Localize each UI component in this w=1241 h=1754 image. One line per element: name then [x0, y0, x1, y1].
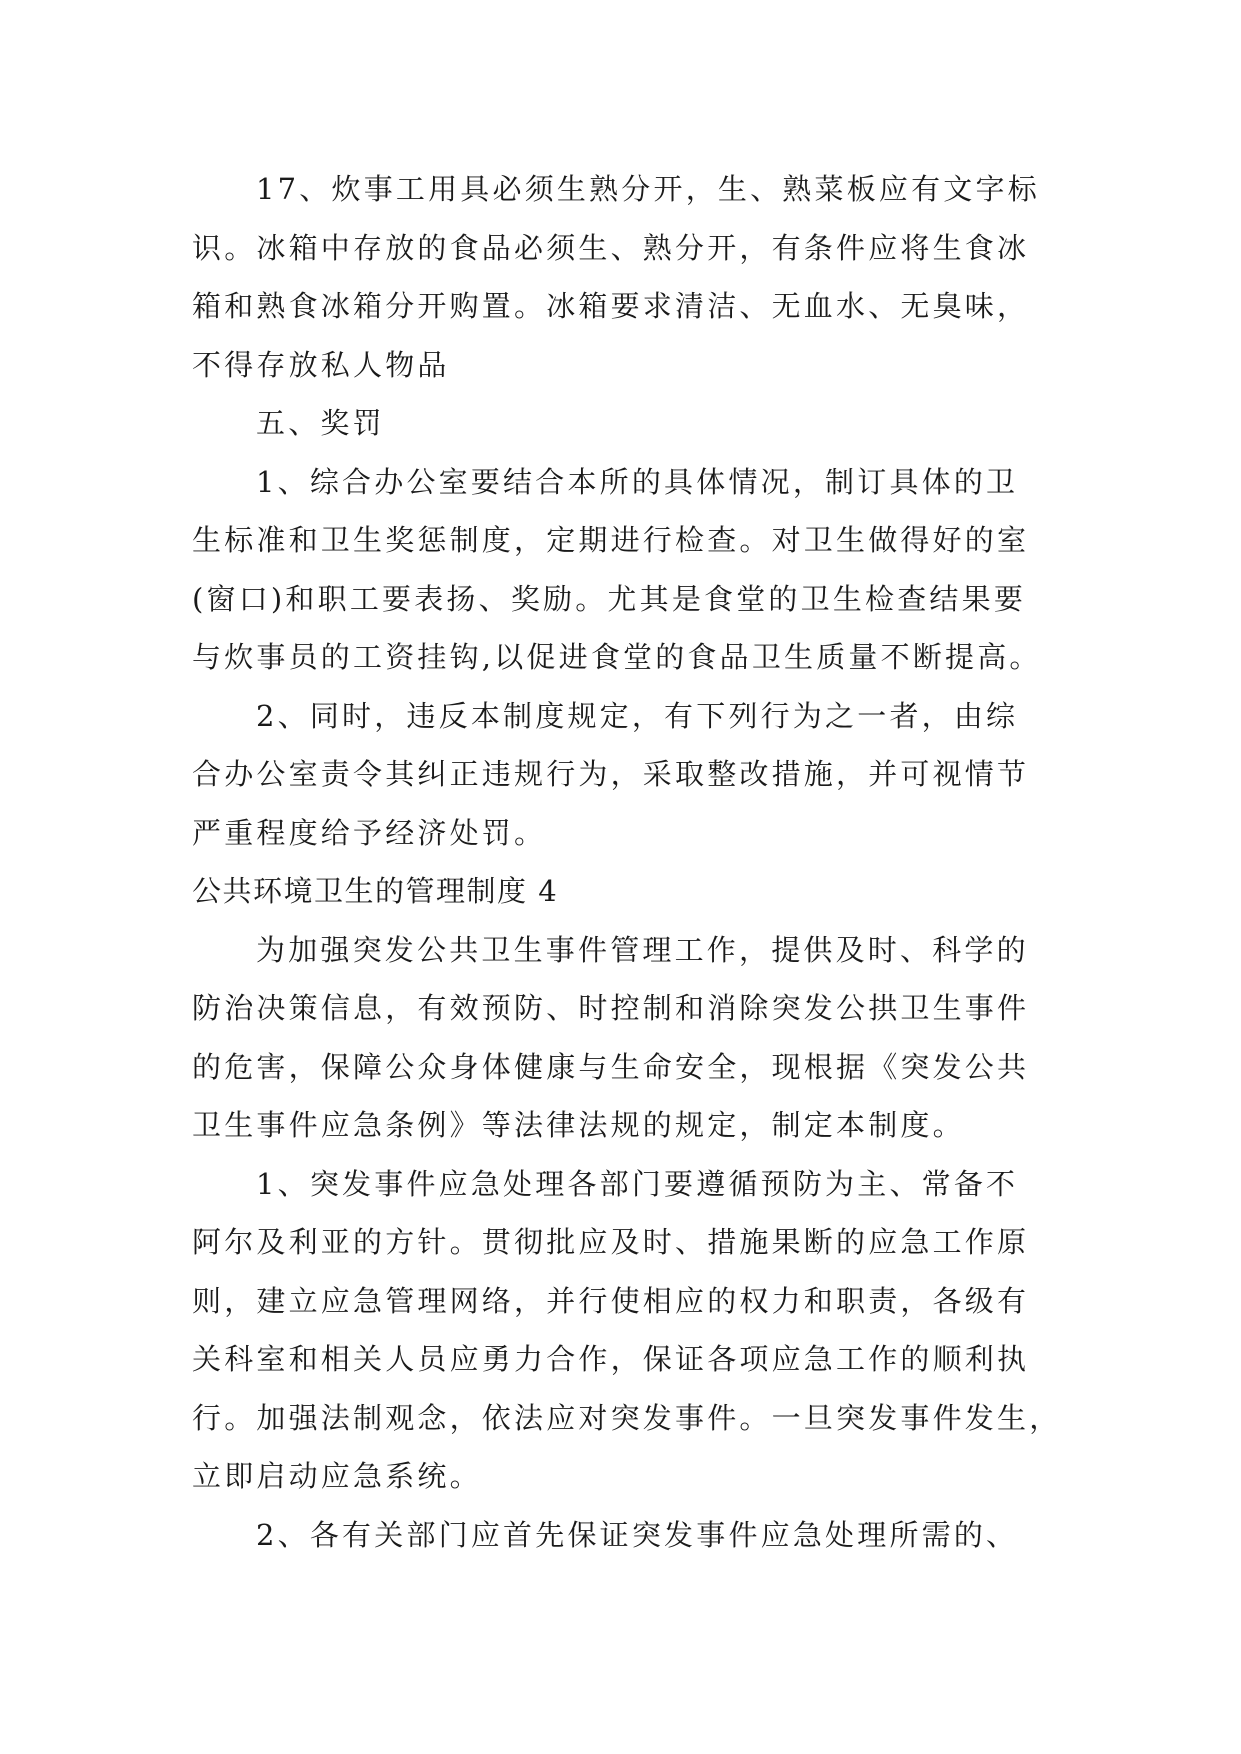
paragraph-4-1-line-5: 行。加强法制观念，依法应对突发事件。一旦突发事件发生， [192, 1400, 1062, 1435]
paragraph-5-1-line-1: 1、综合办公室要结合本所的具体情况，制订具体的卫 [256, 464, 1019, 499]
paragraph-17-line-3: 箱和熟食冰箱分开购置。冰箱要求清洁、无血水、无臭味， [192, 289, 1030, 323]
paragraph-5-2-line-2: 合办公室责令其纠正违规行为，采取整改措施，并可视情节 [192, 757, 1030, 791]
paragraph-4-1-line-2: 阿尔及利亚的方针。贯彻批应及时、措施果断的应急工作原 [192, 1225, 1030, 1259]
paragraph-4-1-line-3: 则，建立应急管理网络，并行使相应的权力和职责，各级有 [192, 1283, 1030, 1318]
paragraph-4-intro-line-4: 卫生事件应急条例》等法律法规的规定，制定本制度。 [192, 1108, 965, 1142]
paragraph-4-1-line-4: 关科室和相关人员应勇力合作，保证各项应急工作的顺利执 [192, 1342, 1030, 1376]
paragraph-5-1-line-2: 生标准和卫生奖惩制度，定期进行检查。对卫生做得好的室 [192, 523, 1030, 557]
paragraph-4-2-line-1: 2、各有关部门应首先保证突发事件应急处理所需的、 [256, 1517, 1019, 1552]
paragraph-4-1-line-6: 立即启动应急系统。 [192, 1459, 482, 1493]
paragraph-4-intro-line-3: 的危害，保障公众身体健康与生命安全，现根据《突发公共 [192, 1049, 1030, 1084]
section-title-4: 公共环境卫生的管理制度 4 [192, 874, 559, 908]
paragraph-5-1-line-3: (窗口)和职工要表扬、奖励。尤其是食堂的卫生检查结果要 [192, 581, 1027, 616]
paragraph-4-intro-line-1: 为加强突发公共卫生事件管理工作，提供及时、科学的 [256, 932, 1029, 967]
paragraph-5-1-line-4: 与炊事员的工资挂钩,以促进食堂的食品卫生质量不断提高。 [192, 640, 1042, 674]
paragraph-17-line-4: 不得存放私人物品 [192, 347, 450, 382]
paragraph-4-intro-line-2: 防治决策信息，有效预防、时控制和消除突发公拱卫生事件 [192, 991, 1030, 1025]
document-body [192, 160, 1062, 1564]
paragraph-5-2-line-1: 2、同时，违反本制度规定，有下列行为之一者，由综 [256, 698, 1019, 733]
paragraph-17-line-2: 识。冰箱中存放的食品必须生、熟分开，有条件应将生食冰 [192, 230, 1030, 265]
paragraph-5-2-line-3: 严重程度给予经济处罚。 [192, 815, 547, 850]
paragraph-4-1-line-1: 1、突发事件应急处理各部门要遵循预防为主、常备不 [256, 1166, 1019, 1201]
section-heading-rewards-penalties: 五、奖罚 [256, 406, 385, 440]
paragraph-17-line-1: 17、炊事工用具必须生熟分开，生、熟菜板应有文字标 [256, 172, 1040, 206]
